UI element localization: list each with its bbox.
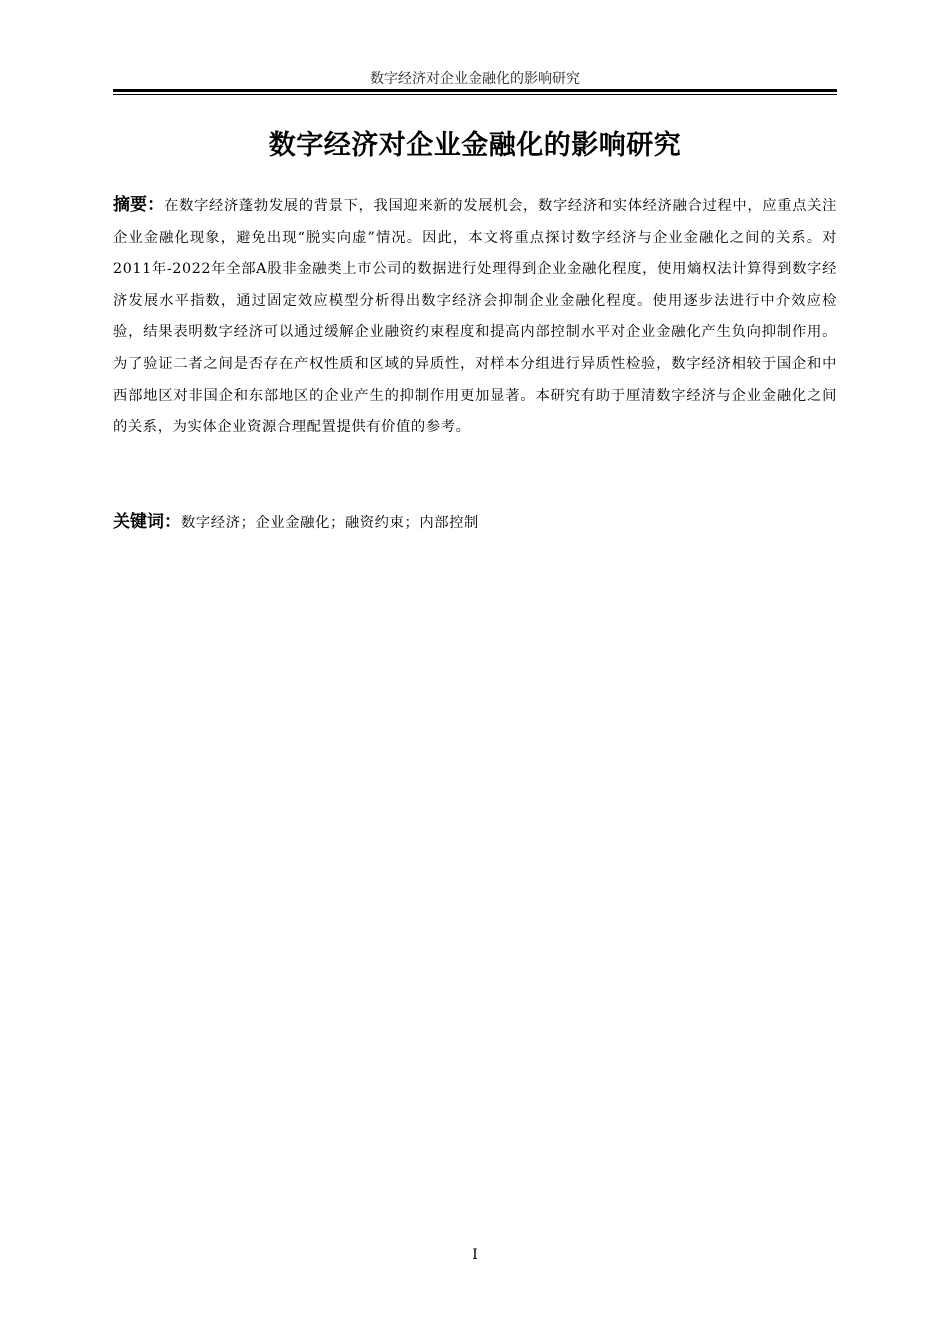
keywords-label: 关键词： — [113, 512, 181, 532]
header-rule-thin — [113, 94, 837, 95]
page-number: I — [472, 1247, 478, 1263]
page-title: 数字经济对企业金融化的影响研究 — [268, 130, 682, 161]
abstract-paragraph — [113, 190, 837, 444]
header-rule — [113, 89, 837, 92]
keywords-line — [113, 507, 837, 539]
abstract-label: 摘要： — [113, 195, 165, 215]
keywords-text: 数字经济；企业金融化；融资约束；内部控制 — [181, 515, 479, 531]
abstract-text: 在数字经济蓬勃发展的背景下，我国迎来新的发展机会，数字经济和实体经济融合过程中，应重点关注企业金融化现象，避免出现“脱实向虚”情况。因此，本文将重点探讨数字经济与企业金融化之间的关系。对2011年-2022年全部A股非金融类上市公司的数据进行处理得到企业金融化程度，使用熵权法计算得到数字经济发展水平指数，通过固定效应模型分析得出数字经济会抑制企业金融化程度。使用逐步法进行中介效应检验，结果表明数字经济可以通过缓解企业融资约束程度和提高内部控制水平对企业金融化产生负向抑制作用。为了验证二者之间是否存在产权性质和区域的异质性，对样本分组进行异质性检验，数字经济相较于国企和中西部地区对非国企和东部地区的企业产生的抑制作用更加显著。本研究有助于厘清数字经济与企业金融化之间的关系，为实体企业资源合理配置提供有价值的参考。 — [113, 198, 837, 436]
running-header: 数字经济对企业金融化的影响研究 — [370, 71, 580, 87]
